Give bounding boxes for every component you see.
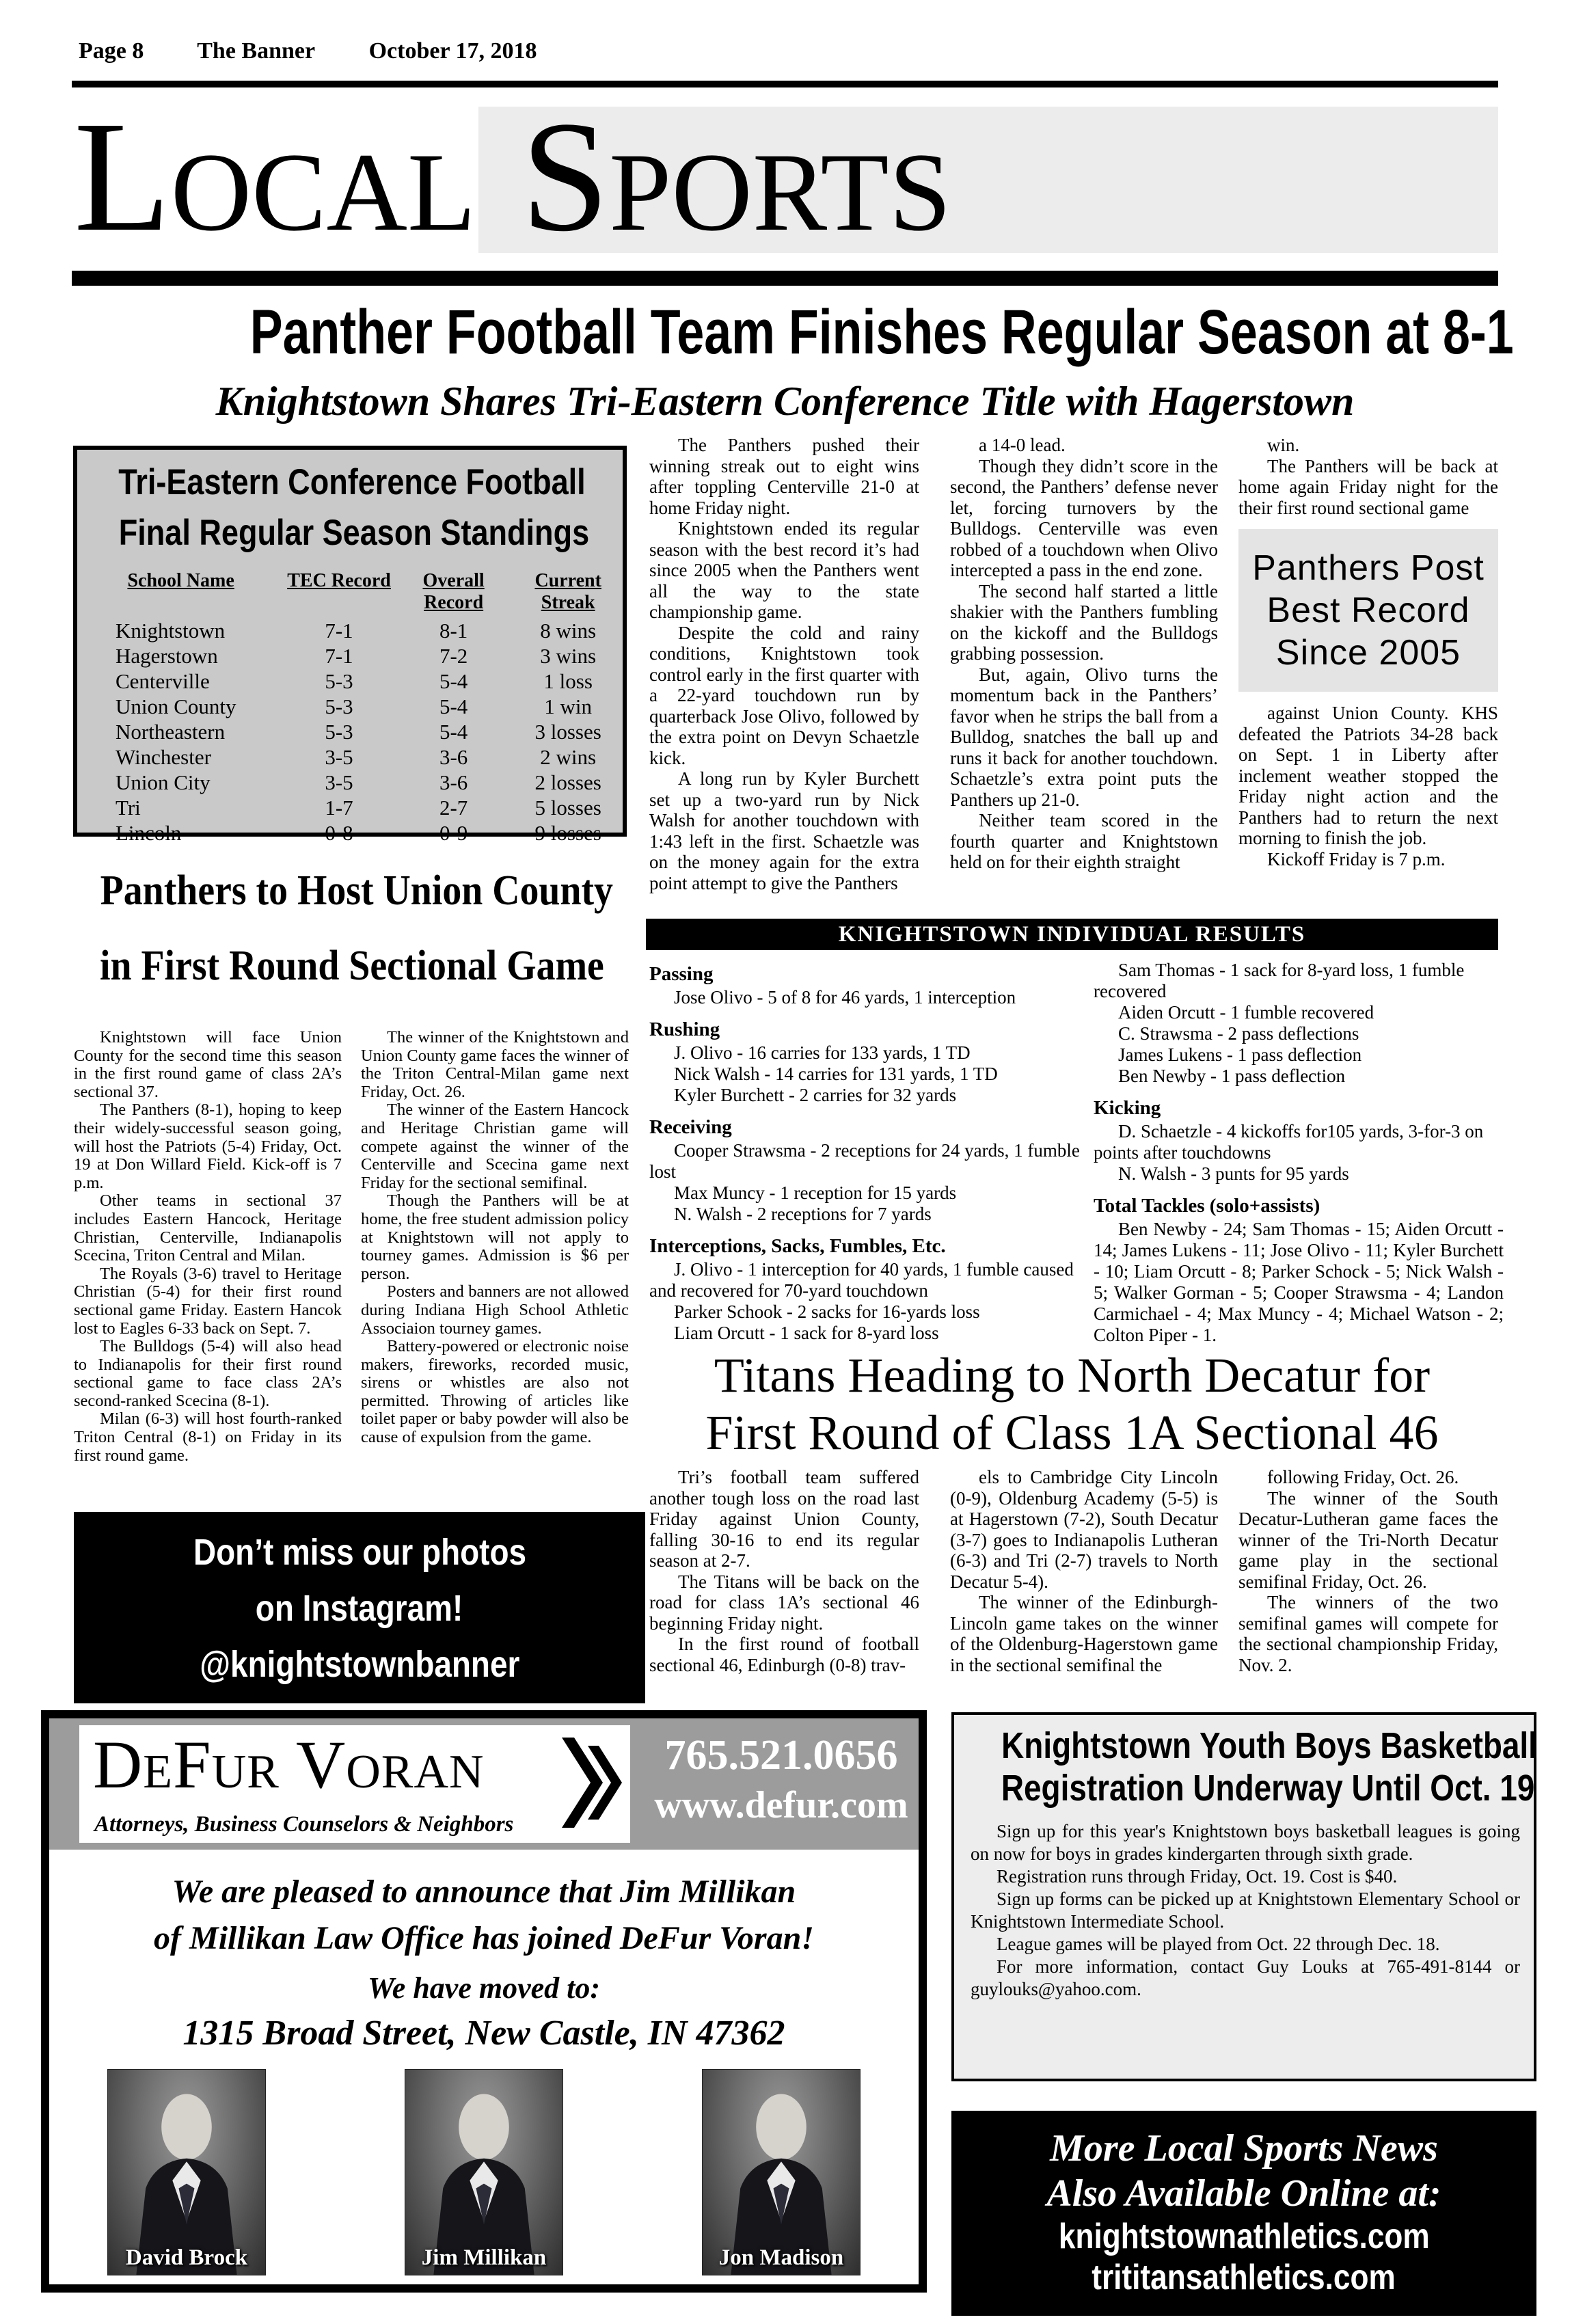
school-name: Tri [116,796,141,820]
defur-phone: 765.521.0656 [664,1732,898,1779]
paragraph: The Royals (3-6) travel to Heritage Christian (5-4) for their first round sectional game Friday. Eastern Hancok lost to Eagles 6-33 back on Sept. 7. [74,1264,342,1338]
standings-row [77,618,623,643]
defur-voran-ad [41,1710,927,2293]
stat-line: Sam Thomas - 1 sack for 8-yard loss, 1 fumble recovered [1094,960,1465,1001]
stat-line: Max Muncy - 1 reception for 15 yards [674,1183,957,1203]
titans-headline: Titans Heading to North Decatur for First Round of Class 1A Sectional 46 [705,1348,1439,1460]
standings-header-row [77,570,623,614]
stat-group-rushing [649,1018,1090,1106]
stat-heading: Kicking [1094,1097,1161,1119]
paragraph: For more information, contact Guy Louks at 765-491-8144 or guylouks@yahoo.com. [971,1956,1520,1999]
individual-results-banner: KNIGHTSTOWN INDIVIDUAL RESULTS [646,919,1498,950]
overall-record: 5-4 [439,669,468,693]
page-header [79,38,584,64]
paragraph: League games will be played from Oct. 22 through Dec. 18. [997,1934,1440,1954]
standings-row [77,719,623,744]
defur-moved-label: We have moved to: [367,1971,601,2005]
stat-group-receiving [649,1116,1090,1225]
masthead-sports-initial: S [521,89,610,265]
page-number: Page 8 [79,38,144,64]
paragraph: The winner of the South Decatur-Lutheran game faces the winner of the Tri-North Decatur game play in the sectional semifinal Friday, Oct. 26. [1238,1487,1498,1592]
tec-record: 3-5 [325,745,353,769]
lead-article-column-1 [649,435,919,893]
standings-row [77,795,623,820]
school-name: Winchester [116,745,211,769]
paragraph: Kickoff Friday is 7 p.m. [1267,848,1446,869]
overall-record: 0-9 [439,821,468,845]
publication-name: The Banner [197,38,316,64]
online-promo-site2: trititansathletics.com [1092,2258,1396,2297]
defur-logo-wordmark: DeFur Voran [93,1727,485,1802]
defur-tagline: Attorneys, Business Counselors & Neighbors [94,1812,514,1837]
stat-line: N. Walsh - 2 receptions for 7 yards [674,1204,932,1224]
youth-body-text [971,1820,1520,2001]
paragraph: Knightstown will face Union County for the second time this season in the first round game of class 2A’s sectional 37. [74,1028,342,1101]
paragraph: In the first round of football sectional 46, Edinburgh (0-8) trav- [649,1634,919,1675]
paragraph: Other teams in sectional 37 includes Eastern Hancock, Heritage Christian, Centerville, Indianapolis Scecina, Triton Central and Milan. [74,1191,342,1265]
person-silhouette-icon [405,2070,563,2275]
masthead-sports-rest: PORTS [609,131,951,254]
sectional-headline: Panthers to Host Union County in First Round Sectional Game [99,867,613,989]
paragraph: Milan (6-3) will host fourth-ranked Triton Central (8-1) on Friday in its first round game. [74,1409,342,1465]
stat-line: Cooper Strawsma - 2 receptions for 24 yards, 1 fumble lost [649,1140,1080,1182]
stat-group-defense-continued [1094,960,1504,1087]
current-streak: 2 wins [540,745,597,769]
lead-headline: Panther Football Team Finishes Regular Season at 8-1 [249,297,1514,367]
school-name: Hagerstown [116,644,218,668]
tec-record: 0-8 [325,821,353,845]
standings-row [77,668,623,694]
stat-heading: Rushing [649,1018,720,1040]
attorney-portrait-photo [703,2070,860,2275]
standings-column-header: TEC Record [287,570,391,591]
stat-group-turnovers [649,1234,1090,1344]
instagram-promo-line: @knightstownbanner [199,1644,520,1685]
double-chevron-icon [560,1736,623,1829]
stat-line: James Lukens - 1 pass deflection [1118,1044,1362,1065]
standings-row [77,694,623,719]
youth-headline-line2: Registration Underway Until Oct. 19 [1001,1768,1535,1809]
standings-rows [77,618,623,846]
tec-record: 1-7 [325,796,353,820]
stat-line: D. Schaetzle - 4 kickoffs for105 yards, 3-for-3 on points after touchdowns [1094,1121,1484,1163]
paragraph: The winner of the Eastern Hancock and Heritage Christian game will compete against the winner of the Centerville and Scecina game next Friday for the sectional semifinal. [361,1100,629,1192]
attorney-name: Jon Madison [718,2245,844,2270]
stat-line: J. Olivo - 16 carries for 133 yards, 1 TD [674,1042,971,1063]
school-name: Union City [116,770,211,794]
paragraph: win. [1267,435,1300,455]
stat-line: Parker Schook - 2 sacks for 16-yards loss [674,1301,980,1322]
person-silhouette-icon [108,2070,265,2275]
stat-line: Ben Newby - 24; Sam Thomas - 15; Aiden Orcutt - 14; James Lukens - 11; Jose Olivo - 11; Kyler Burchett - 10; Liam Orcutt - 8; Parker Schock - 5; Nick Walsh - 5; Walker Gorman - 5; Cooper Strawsma - 4; Landon Carmichael - 4; Max Muncy - 4; Michael Watson - 2; Colton Piper - 1. [1094,1219,1504,1345]
stat-line: Liam Orcutt - 1 sack for 8-yard loss [674,1323,939,1343]
current-streak: 1 win [544,694,593,718]
person-silhouette-icon [703,2070,860,2275]
stat-group-kicking [1094,1096,1504,1185]
overall-record: 3-6 [439,745,468,769]
paragraph: Despite the cold and rainy conditions, Knightstown took control early in the first quarter with a 22-yard touchdown run by quarterback Jose Olivo, followed by the extra point on Devyn Schaetzle kick. [649,622,919,768]
paragraph: Though the Panthers will be at home, the free student admission policy at Knightstown will not apply to tourney games. Admission is $6 per person. [361,1191,629,1283]
paragraph: following Friday, Oct. 26. [1267,1467,1459,1487]
defur-website: www.defur.com [654,1784,908,1826]
paragraph: The winners of the two semifinal games will compete for the sectional championship Friday, Nov. 2. [1238,1592,1498,1675]
school-name: Centerville [116,669,210,693]
paragraph: a 14-0 lead. [979,435,1066,455]
youth-basketball-box [951,1712,1536,2081]
tec-record: 7-1 [325,644,353,668]
current-streak: 1 loss [543,669,593,693]
standings-column-header: Current Streak [534,570,601,613]
lead-article-column-3 [1238,435,1498,869]
overall-record: 8-1 [439,619,468,643]
standings-title-line2: Final Regular Season Standings [118,513,590,553]
paragraph: The Titans will be back on the road for class 1A’s sectional 46 beginning Friday night. [649,1571,919,1634]
instagram-promo-line: Don’t miss our photos [193,1532,526,1573]
masthead-local-initial: L [74,89,171,265]
defur-logo-panel [79,1725,630,1843]
current-streak: 3 losses [534,720,601,744]
paragraph: against Union County. KHS defeated the Patriots 34-28 back on Sept. 1 in Liberty after inclement weather stopped the Friday night action and the Panthers had to return the next morning to finish the job. [1238,703,1498,848]
standings-row [77,770,623,795]
instagram-promo-box [74,1512,645,1703]
tec-record: 7-1 [325,619,353,643]
stats-column-right [1094,960,1504,1346]
standings-box [73,446,627,845]
defur-contact-block [641,1729,921,1829]
standings-column-header: Overall Record [422,570,485,613]
paragraph: The Panthers pushed their winning streak out to eight wins after toppling Centerville 21-0 at home Friday night. [649,435,919,518]
school-name: Knightstown [116,619,226,643]
paragraph: But, again, Olivo turns the momentum back in the Panthers’ favor when he strips the ball from a Bulldog, snatches the ball up and runs it back for another touchdown. Schaetzle’s extra point puts the Panthers up 21-0. [950,664,1218,810]
stat-heading: Total Tackles (solo+assists) [1094,1195,1320,1217]
current-streak: 5 losses [534,796,601,820]
paragraph: The winner of the Edinburgh-Lincoln game takes on the winner of the Oldenburg-Hagerstown game in the sectional semifinal the [950,1592,1218,1675]
stat-line: C. Strawsma - 2 pass deflections [1118,1023,1359,1044]
defur-ad-header-band [49,1718,919,1850]
online-promo-site1: knightstownathletics.com [1058,2217,1430,2256]
sectional-article-column-2 [361,1029,629,1447]
stat-line: Aiden Orcutt - 1 fumble recovered [1118,1002,1374,1023]
issue-date: October 17, 2018 [368,38,537,64]
school-name: Union County [116,694,236,718]
overall-record: 7-2 [439,644,468,668]
stat-heading: Receiving [649,1116,732,1138]
stat-line: J. Olivo - 1 interception for 40 yards, 1 fumble caused and recovered for 70-yard touchdown [649,1259,1074,1301]
sectional-article-column-1 [74,1029,342,1465]
current-streak: 8 wins [540,619,597,643]
divider-rule [72,81,1498,87]
online-promo-line1: More Local Sports News [1050,2127,1438,2170]
tec-record: 3-5 [325,770,353,794]
pull-quote-line: Panthers Post [1252,548,1485,588]
online-sports-promo-box [951,2111,1536,2316]
titans-article-column-1 [649,1467,919,1675]
paragraph: The Panthers will be back at home again Friday night for the their first round sectional game [1238,455,1498,518]
masthead-local-rest: OCAL [170,131,476,254]
stat-group-passing [649,962,1090,1008]
attorney-name: David Brock [125,2245,248,2270]
lead-article-column-2 [950,435,1218,873]
paragraph: A long run by Kyler Burchett set up a two-yard run by Nick Walsh for another touchdown with 1:43 left in the first. Schaetzle was on the money again for the extra point attempt to give the Panthers [649,768,919,893]
tec-record: 5-3 [325,694,353,718]
paragraph: The winner of the Knightstown and Union County game faces the winner of the Triton Central-Milan game next Friday, Oct. 26. [361,1028,629,1101]
standings-row [77,744,623,770]
current-streak: 2 losses [534,770,601,794]
stats-column-left [649,960,1090,1344]
tec-record: 5-3 [325,669,353,693]
divider-rule [72,271,1498,286]
overall-record: 2-7 [439,796,468,820]
stat-line: Kyler Burchett - 2 carries for 32 yards [674,1085,957,1105]
standings-row [77,820,623,846]
instagram-promo-line: on Instagram! [256,1588,463,1629]
tec-record: 5-3 [325,720,353,744]
current-streak: 9 losses [534,821,601,845]
lead-subheadline: Knightstown Shares Tri-Eastern Conference Title with Hagerstown [215,379,1355,424]
paragraph: Knightstown ended its regular season with the best record it’s had since 2005 when the Panthers went all the way to the state championship game. [649,518,919,622]
online-promo-line2: Also Available Online at: [1046,2172,1441,2215]
paragraph: els to Cambridge City Lincoln (0-9), Oldenburg Academy (5-5) is at Hagerstown (7-2), South Decatur (3-7) goes to Indianapolis Lutheran (6-3) and Tri (2-7) travels to North Decatur 5-4). [950,1467,1218,1592]
paragraph: Neither team scored in the fourth quarter and Knightstown held on for their eighth straight [950,810,1218,872]
standings-column-header: School Name [127,570,234,591]
attorney-name: Jim Millikan [421,2245,547,2270]
paragraph: Sign up forms can be picked up at Knightstown Elementary School or Knightstown Intermediate School. [971,1889,1520,1932]
standings-title-line1: Tri-Eastern Conference Football [118,462,586,502]
attorney-portrait-photo [108,2070,265,2275]
overall-record: 5-4 [439,720,468,744]
attorney-portrait-photo [405,2070,563,2275]
stat-group-tackles [1094,1194,1504,1346]
titans-article-column-2 [950,1467,1218,1675]
titans-article-column-3 [1238,1467,1498,1675]
pull-quote-line: Since 2005 [1275,633,1461,673]
overall-record: 5-4 [439,694,468,718]
defur-attorney-photos [49,2070,919,2275]
stat-heading: Interceptions, Sacks, Fumbles, Etc. [649,1235,946,1257]
defur-address: 1315 Broad Street, New Castle, IN 47362 [182,2014,785,2053]
paragraph: Tri’s football team suffered another tough loss on the road last Friday against Union County, falling 30-16 to end its regular season at 2-7. [649,1467,919,1571]
stat-line: Ben Newby - 1 pass deflection [1118,1066,1346,1086]
stat-line: Nick Walsh - 14 carries for 131 yards, 1 TD [674,1064,998,1084]
current-streak: 3 wins [540,644,597,668]
paragraph: Posters and banners are not allowed during Indiana High School Athletic Associaion tourney games. [361,1282,629,1338]
overall-record: 3-6 [439,770,468,794]
paragraph: Registration runs through Friday, Oct. 19. Cost is $40. [997,1866,1398,1887]
school-name: Lincoln [116,821,182,845]
defur-announcement: We are pleased to announce that Jim Millikan of Millikan Law Office has joined DeFur Voran! [154,1874,814,1956]
pull-quote-line: Best Record [1266,591,1470,630]
pull-quote [1238,529,1498,692]
youth-headline-line1: Knightstown Youth Boys Basketball [1001,1725,1537,1766]
paragraph: The second half started a little shakier with the Panthers fumbling on the kickoff and the Bulldogs grabbing possession. [950,580,1218,664]
paragraph: Though they didn’t score in the second, the Panthers’ defense never let, forcing turnovers by the Bulldogs. Centerville was even robbed of a touchdown when Olivo intercepted a pass in the end zone. [950,455,1218,580]
stat-line: N. Walsh - 3 punts for 95 yards [1118,1163,1349,1184]
school-name: Northeastern [116,720,226,744]
paragraph: The Panthers (8-1), hoping to keep their widely-successful season going, will host the Patriots (5-4) Friday, Oct. 19 at Don Willard Field. Kick-off is 7 p.m. [74,1100,342,1192]
paragraph: Battery-powered or electronic noise makers, fireworks, recorded music, sirens or whistles are also not permitted. Throwing of articles like toilet paper or baby powder will also be cause of expulsion from the game. [361,1337,629,1447]
paragraph: Sign up for this year's Knightstown boys basketball leagues is going on now for boys in grades kindergarten through sixth grade. [971,1821,1520,1864]
standings-row [77,643,623,668]
stat-line: Jose Olivo - 5 of 8 for 46 yards, 1 interception [674,987,1016,1008]
paragraph: The Bulldogs (5-4) will also head to Indianapolis for their first round sectional game to face class 2A’s second-ranked Scecina (8-1). [74,1337,342,1410]
stat-heading: Passing [649,963,714,985]
